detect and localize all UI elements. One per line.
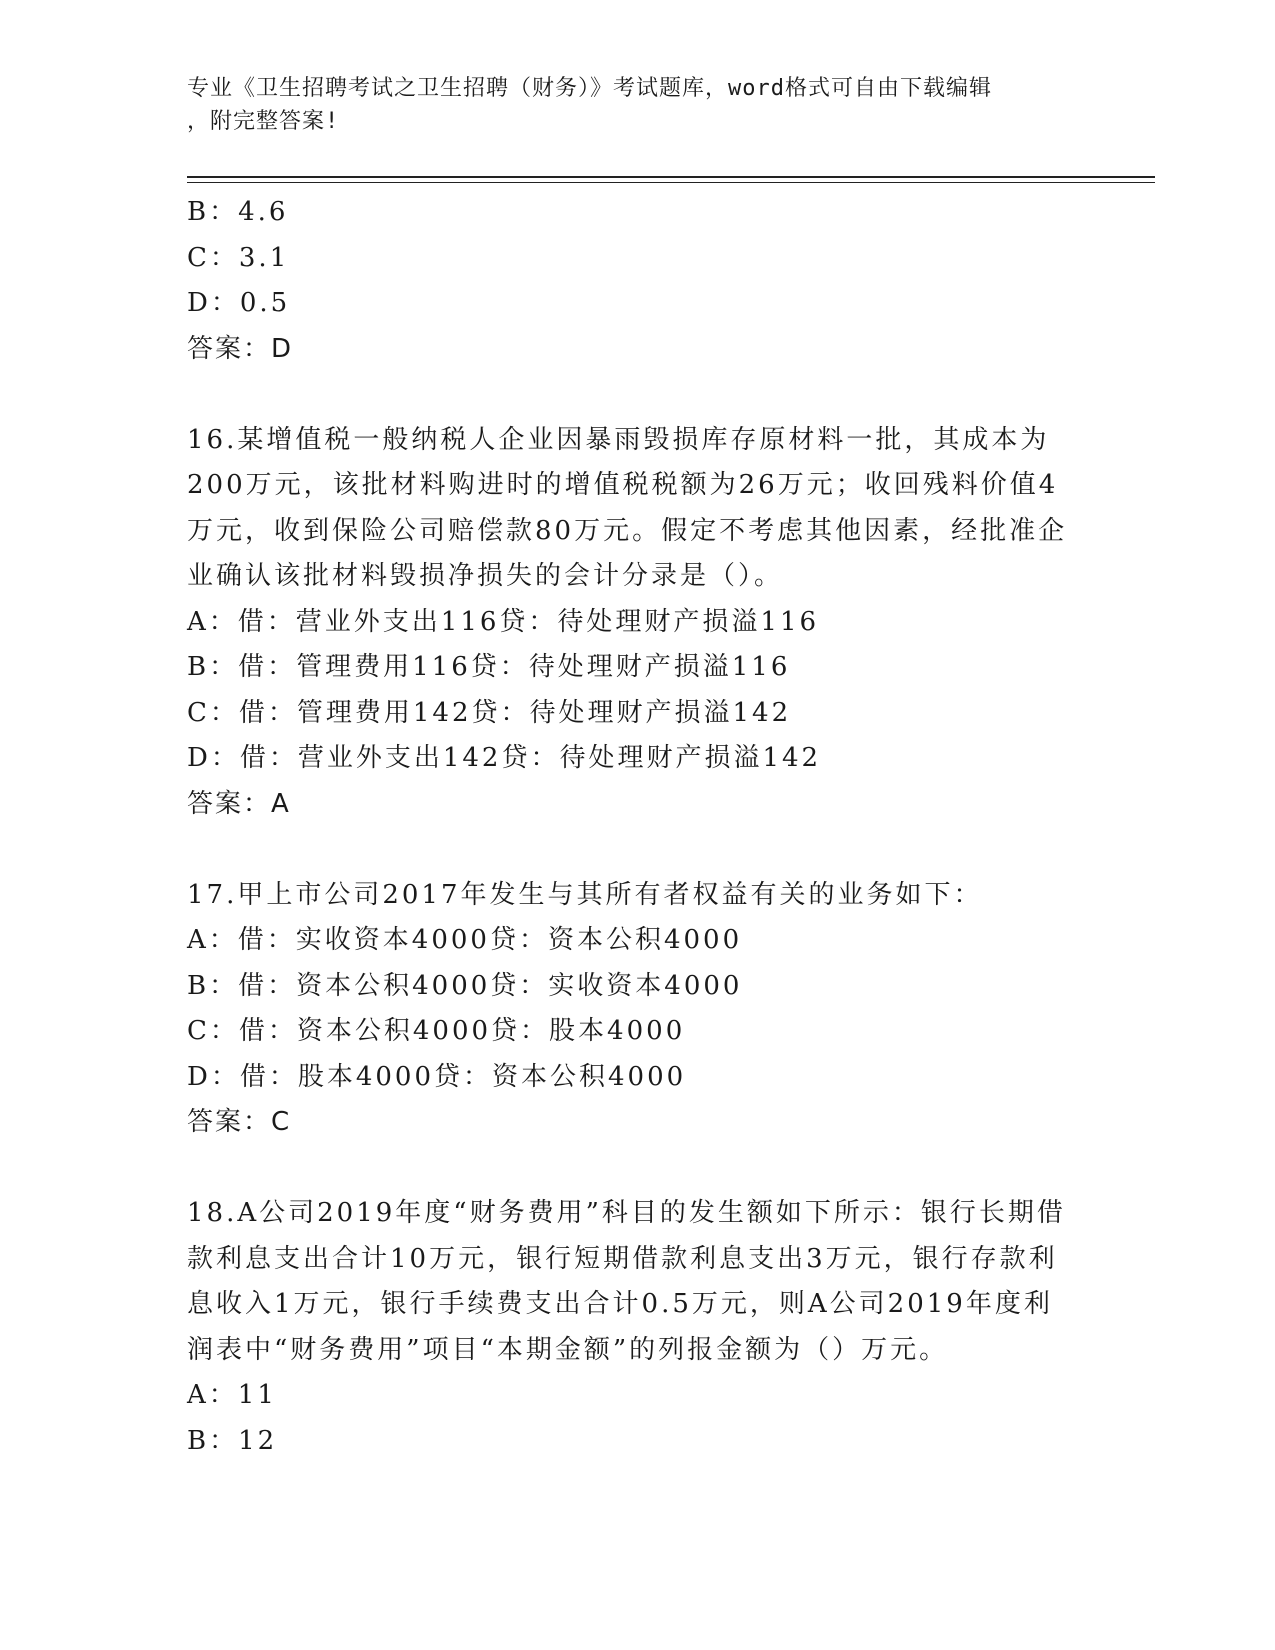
question-stem-line: 息收入1万元，银行手续费支出合计0.5万元，则A公司2019年度利 — [187, 1289, 1053, 1319]
document-body — [187, 190, 1087, 1464]
option-b: B：4.6 — [187, 197, 289, 227]
question-stem-line: 16.某增值税一般纳税人企业因暴雨毁损库存原材料一批，其成本为 — [187, 424, 1050, 455]
answer-line: 答案：A — [187, 788, 291, 819]
option-b: B：12 — [187, 1425, 278, 1456]
option-c: C：借：资本公积4000贷：股本4000 — [187, 1016, 686, 1046]
spacer — [187, 372, 1087, 418]
question-16 — [187, 418, 1087, 828]
option-c: C：借：管理费用142贷：待处理财产损溢142 — [187, 697, 792, 728]
option-b: B：借：管理费用116贷：待处理财产损溢116 — [187, 652, 791, 682]
answer-line: 答案：D — [187, 333, 294, 364]
question-prev — [187, 190, 1087, 372]
question-stem-line: 17.甲上市公司2017年发生与其所有者权益有关的业务如下： — [187, 879, 983, 910]
spacer — [187, 827, 1087, 873]
option-c: C：3.1 — [187, 242, 290, 273]
question-17 — [187, 873, 1087, 1146]
header-line-1: 专业《卫生招聘考试之卫生招聘（财务）》考试题库，word格式可自由下载编辑 — [187, 76, 992, 101]
header-line-2: ，附完整答案! — [187, 109, 340, 134]
spacer — [187, 1146, 1087, 1192]
answer-line: 答案：C — [187, 1107, 292, 1137]
question-18 — [187, 1191, 1087, 1464]
option-d: D：借：股本4000贷：资本公积4000 — [187, 1061, 687, 1092]
option-b: B：借：资本公积4000贷：实收资本4000 — [187, 970, 743, 1001]
question-stem-line: 200万元，该批材料购进时的增值税税额为26万元；收回残料价值4 — [187, 470, 1059, 500]
question-stem-line: 润表中“财务费用”项目“本期金额”的列报金额为（）万元。 — [187, 1334, 949, 1365]
option-a: A：借：实收资本4000贷：资本公积4000 — [187, 925, 743, 955]
option-a: A：借：营业外支出116贷：待处理财产损溢116 — [187, 606, 820, 637]
question-stem-line: 万元，收到保险公司赔偿款80万元。假定不考虑其他因素，经批准企 — [187, 515, 1068, 546]
question-stem-line: 款利息支出合计10万元，银行短期借款利息支出3万元，银行存款利 — [187, 1243, 1058, 1274]
header-divider-thin — [187, 182, 1155, 183]
option-a: A：11 — [187, 1380, 277, 1410]
question-stem-line: 业确认该批材料毁损净损失的会计分录是（）。 — [187, 561, 784, 591]
document-header — [187, 72, 1087, 138]
question-stem-line: 18.A公司2019年度“财务费用”科目的发生额如下所示：银行长期借 — [187, 1198, 1066, 1228]
option-d: D：0.5 — [187, 288, 291, 318]
option-d: D：借：营业外支出142贷：待处理财产损溢142 — [187, 743, 822, 773]
header-divider-thick — [187, 176, 1155, 178]
